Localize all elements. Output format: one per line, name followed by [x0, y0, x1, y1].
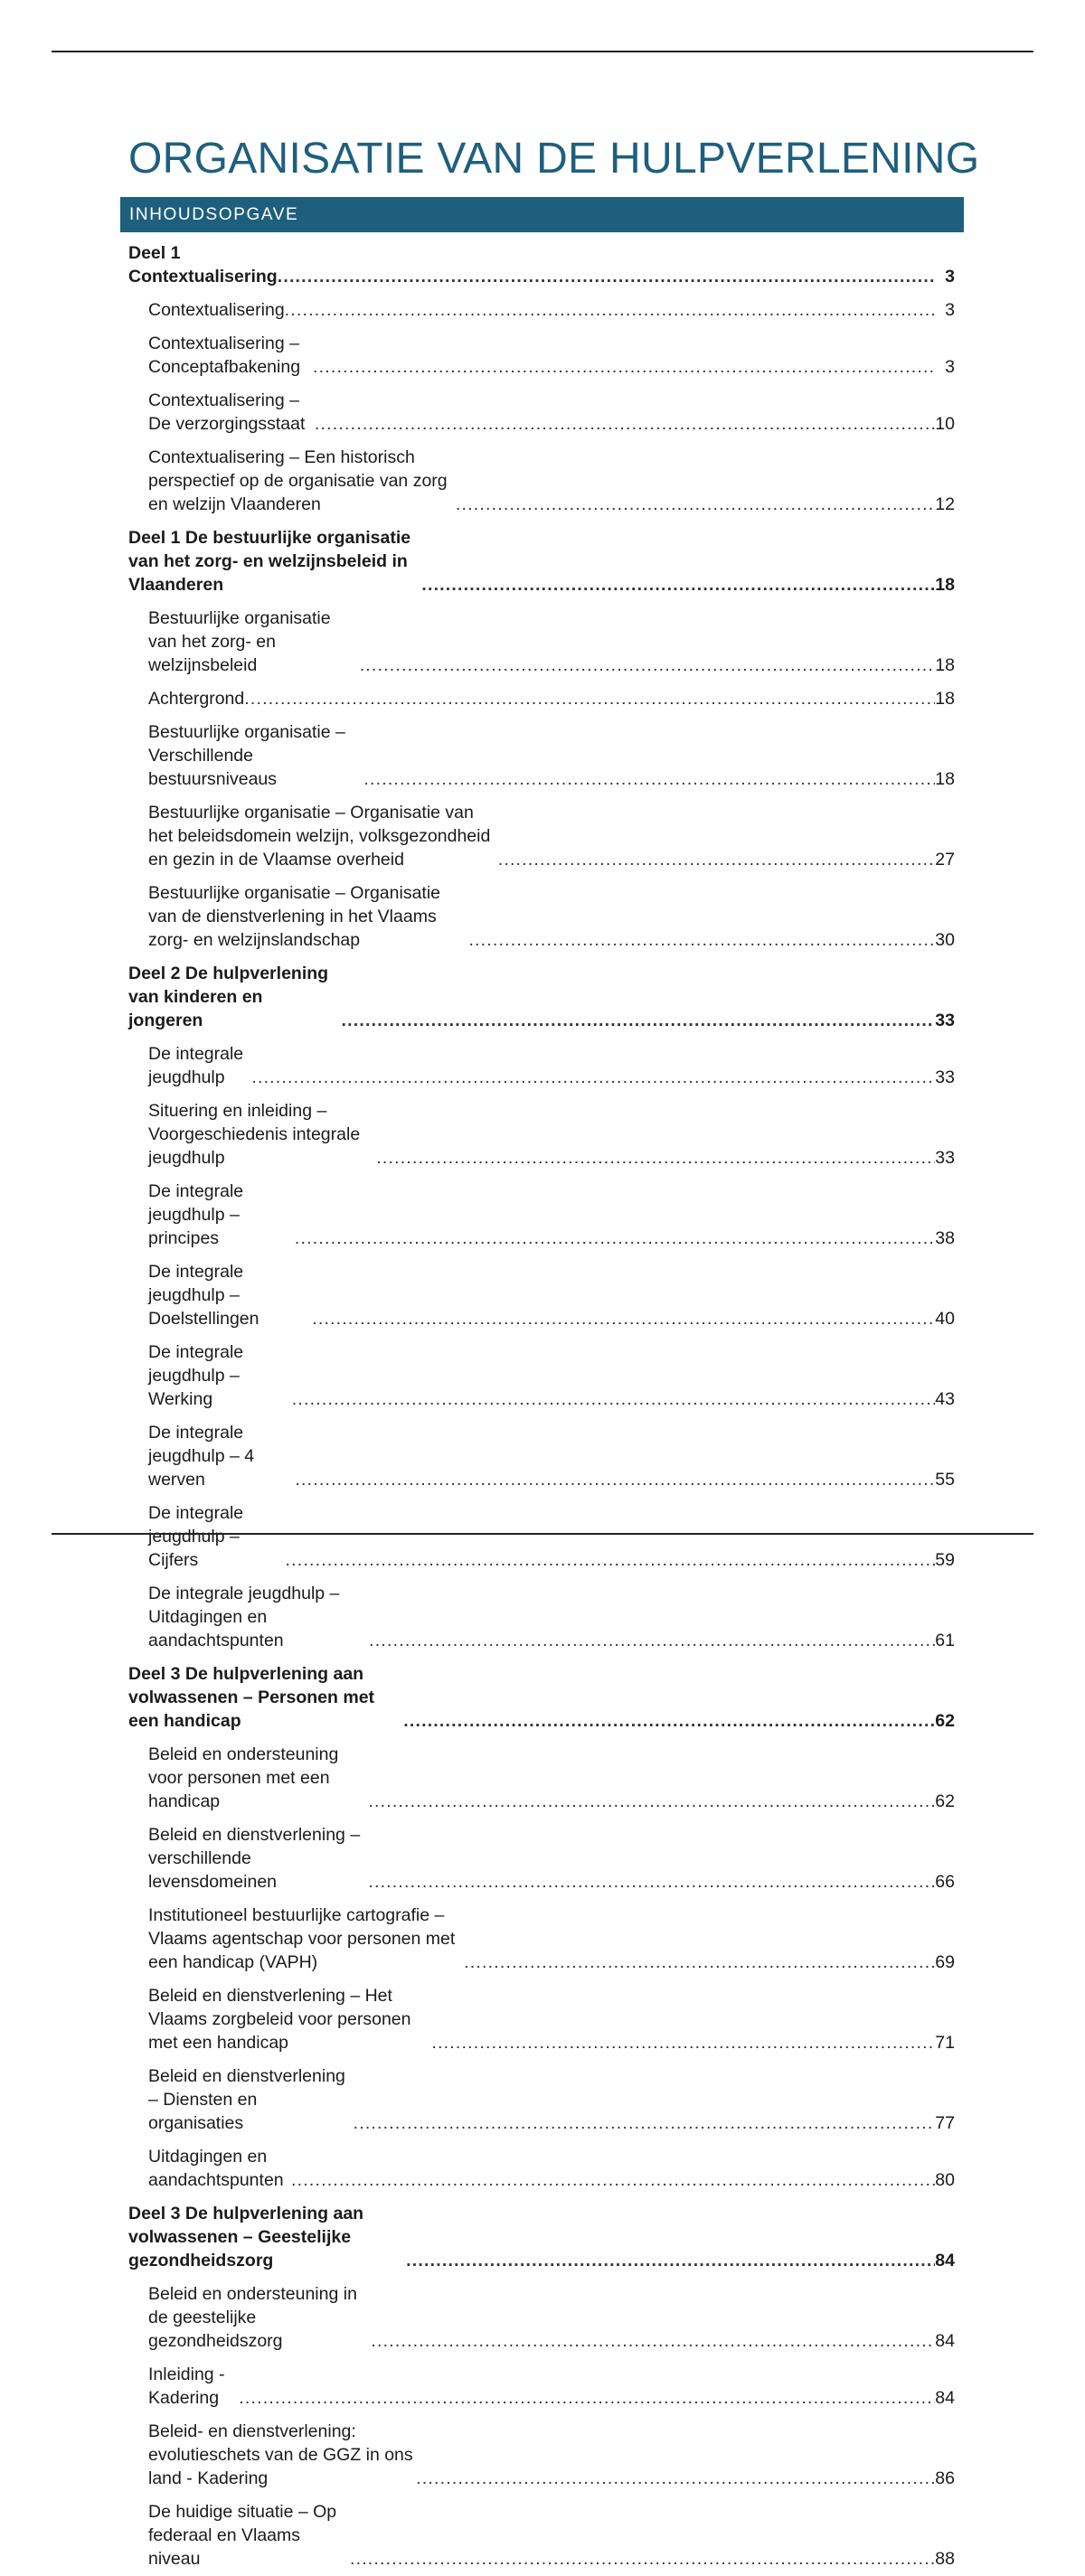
toc-page-number: 33 — [935, 1011, 955, 1030]
toc-entry-title: Contextualisering – Een historisch perspectief op de organisatie van zorg en welzijn Vlaanderen — [148, 447, 448, 514]
toc-page-number: 18 — [935, 769, 955, 789]
toc-subsection-entry[interactable] — [128, 1038, 955, 1095]
dot-leader — [251, 1066, 935, 1089]
toc-subsection-entry[interactable] — [128, 384, 955, 441]
toc-page-number: 30 — [935, 930, 955, 950]
toc-subsection-entry[interactable] — [128, 1577, 955, 1658]
dot-leader — [342, 1009, 936, 1032]
toc-page-number: 3 — [945, 300, 955, 320]
toc-section-entry[interactable] — [128, 237, 955, 294]
toc-page-number: 62 — [935, 1711, 955, 1731]
toc-subsection-entry[interactable] — [128, 294, 955, 327]
toc-subsection-entry[interactable] — [128, 796, 955, 877]
toc-subsection-entry[interactable] — [128, 602, 955, 682]
toc-page-number: 18 — [935, 655, 955, 675]
toc-subsection-entry[interactable] — [128, 2140, 955, 2197]
toc-page-number: 12 — [935, 494, 955, 514]
toc-entry-title: Beleid en dienstverlening – Het Vlaams zorgbeleid voor personen met een handicap — [148, 1986, 411, 2053]
toc-heading-banner — [120, 197, 964, 232]
toc-subsection-entry[interactable] — [128, 2060, 955, 2140]
toc-heading: INHOUDSOPGAVE — [129, 205, 299, 224]
dot-leader — [498, 848, 936, 871]
toc-page-number: 84 — [935, 2388, 955, 2408]
dot-leader — [376, 1146, 935, 1170]
toc-subsection-entry[interactable] — [128, 1738, 955, 1819]
toc-page-number: 59 — [935, 1550, 955, 1570]
toc-page-number: 62 — [935, 1791, 955, 1811]
dot-leader — [313, 355, 937, 379]
dot-leader — [278, 265, 937, 288]
toc-entry-title: Deel 3 De hulpverlening aan volwassenen – Geestelijke gezondheidszorg — [128, 2204, 364, 2270]
toc-subsection-entry[interactable] — [128, 1819, 955, 1899]
toc-subsection-entry[interactable] — [128, 2358, 955, 2415]
dot-leader — [292, 1387, 936, 1411]
dot-leader — [239, 2386, 935, 2410]
toc-entry-title: De integrale jeugdhulp – principes — [148, 1181, 244, 1248]
toc-page-number: 18 — [935, 689, 955, 709]
toc-section-entry[interactable] — [128, 957, 955, 1038]
toc-section-entry[interactable] — [128, 1658, 955, 1738]
toc-entry-title: Contextualisering – Conceptafbakening — [148, 334, 301, 377]
dot-leader — [456, 493, 935, 516]
toc-entry-title: De integrale jeugdhulp – Uitdagingen en aandachtspunten — [148, 1584, 340, 1650]
dot-leader — [363, 767, 935, 791]
dot-leader — [244, 687, 935, 710]
dot-leader — [431, 2031, 935, 2054]
toc-subsection-entry[interactable] — [128, 1255, 955, 1336]
toc-entry-title: Deel 3 De hulpverlening aan volwassenen – Personen met een handicap — [128, 1664, 375, 1731]
footer-rule — [52, 1533, 1033, 1535]
header-rule — [52, 51, 1033, 52]
dot-leader — [403, 1709, 935, 1733]
toc-entry-title: Inleiding - Kadering — [148, 2364, 225, 2408]
toc-page-number: 33 — [935, 1067, 955, 1087]
document-title: ORGANISATIE VAN DE HULPVERLENING — [128, 135, 980, 183]
toc-entry-title: Contextualisering — [148, 300, 285, 320]
toc-entry-title: Uitdagingen en aandachtspunten — [148, 2147, 284, 2190]
toc-page-number: 27 — [935, 850, 955, 870]
toc-entry-title: Institutioneel bestuurlijke cartografie – Vlaams agentschap voor personen met een handicap (VAPH) — [148, 1905, 456, 1972]
dot-leader — [369, 1629, 935, 1652]
dot-leader — [464, 1951, 935, 1974]
toc-subsection-entry[interactable] — [128, 2415, 955, 2496]
toc-entry-title: Beleid- en dienstverlening: evolutieschets van de GGZ in ons land - Kadering — [148, 2421, 413, 2488]
toc-page-number: 55 — [935, 1470, 955, 1490]
toc-page-number: 10 — [935, 414, 955, 434]
toc-subsection-entry[interactable] — [128, 1497, 955, 1577]
toc-subsection-entry[interactable] — [128, 327, 955, 384]
toc-entry-title: De integrale jeugdhulp – Doelstellingen — [148, 1262, 259, 1329]
toc-page-number: 88 — [935, 2549, 955, 2569]
toc-subsection-entry[interactable] — [128, 1979, 955, 2060]
toc-page-number: 40 — [935, 1309, 955, 1329]
toc-subsection-entry[interactable] — [128, 1899, 955, 1979]
dot-leader — [371, 2329, 935, 2353]
toc-entry-title: Situering en inleiding – Voorgeschiedenis integrale jeugdhulp — [148, 1101, 361, 1168]
toc-subsection-entry[interactable] — [128, 2496, 955, 2576]
dot-leader — [291, 2168, 935, 2192]
dot-leader — [468, 928, 935, 952]
toc-entry-title: Bestuurlijke organisatie – Organisatie van het beleidsdomein welzijn, volksgezondheid en gezin in de Vlaamse overheid — [148, 803, 491, 870]
toc-entry-title: Deel 1 De bestuurlijke organisatie van het zorg- en welzijnsbeleid in Vlaanderen — [128, 528, 411, 595]
toc-page-number: 3 — [945, 357, 955, 377]
toc-page-number: 84 — [935, 2331, 955, 2351]
toc-subsection-entry[interactable] — [128, 1336, 955, 1416]
toc-entry-title: Deel 2 De hulpverlening van kinderen en jongeren — [128, 964, 329, 1030]
toc-entry-title: Bestuurlijke organisatie van het zorg- en welzijnsbeleid — [148, 608, 331, 675]
toc-page-number: 33 — [935, 1148, 955, 1168]
dot-leader — [368, 1790, 935, 1813]
dot-leader — [360, 653, 936, 677]
dot-leader — [286, 1548, 936, 1572]
toc-page-number: 18 — [935, 575, 955, 595]
toc-entry-title: De huidige situatie – Op federaal en Vlaams niveau — [148, 2502, 337, 2569]
toc-entry-title: Bestuurlijke organisatie – Organisatie van de dienstverlening in het Vlaams zorg- en welzijnslandschap — [148, 883, 441, 950]
toc-page-number: 43 — [935, 1389, 955, 1409]
table-of-contents — [128, 237, 955, 2576]
dot-leader — [295, 1468, 935, 1491]
toc-entry-title: Contextualisering – De verzorgingsstaat — [148, 390, 306, 434]
toc-section-entry[interactable] — [128, 522, 955, 602]
dot-leader — [315, 412, 935, 436]
dot-leader — [295, 1227, 935, 1250]
dot-leader — [285, 298, 937, 322]
toc-page-number: 77 — [935, 2113, 955, 2133]
toc-subsection-entry[interactable] — [128, 877, 955, 957]
toc-subsection-entry[interactable] — [128, 682, 955, 716]
toc-page-number: 3 — [945, 267, 955, 287]
toc-entry-title: Beleid en dienstverlening – verschillende levensdomeinen — [148, 1825, 361, 1892]
dot-leader — [368, 1870, 935, 1894]
toc-page-number: 71 — [935, 2033, 955, 2053]
toc-entry-title: De integrale jeugdhulp – Werking — [148, 1342, 244, 1409]
toc-subsection-entry[interactable] — [128, 1175, 955, 1255]
toc-entry-title: Beleid en dienstverlening – Diensten en organisaties — [148, 2066, 345, 2133]
toc-page-number: 80 — [935, 2170, 955, 2190]
toc-subsection-entry[interactable] — [128, 1416, 955, 1497]
toc-entry-title: Achtergrond — [148, 689, 245, 709]
toc-page-number: 38 — [935, 1228, 955, 1248]
toc-page-number: 84 — [935, 2251, 955, 2270]
dot-leader — [354, 2111, 936, 2135]
toc-page-number: 69 — [935, 1952, 955, 1972]
toc-entry-title: Bestuurlijke organisatie – Verschillende bestuursniveaus — [148, 722, 345, 789]
toc-entry-title: Deel 1 Contextualisering — [128, 243, 278, 287]
toc-subsection-entry[interactable] — [128, 2278, 955, 2358]
toc-section-entry[interactable] — [128, 2197, 955, 2278]
toc-page-number: 66 — [935, 1872, 955, 1892]
toc-subsection-entry[interactable] — [128, 441, 955, 522]
dot-leader — [350, 2547, 935, 2571]
dot-leader — [312, 1307, 935, 1330]
toc-entry-title: De integrale jeugdhulp – 4 werven — [148, 1423, 255, 1490]
toc-subsection-entry[interactable] — [128, 1095, 955, 1175]
dot-leader — [416, 2467, 935, 2490]
toc-entry-title: De integrale jeugdhulp – Cijfers — [148, 1503, 244, 1570]
toc-entry-title: Beleid en ondersteuning in de geestelijke gezondheidszorg — [148, 2284, 357, 2351]
toc-page-number: 61 — [935, 1631, 955, 1650]
toc-entry-title: Beleid en ondersteuning voor personen met een handicap — [148, 1744, 339, 1811]
dot-leader — [421, 573, 935, 597]
toc-page-number: 86 — [935, 2468, 955, 2488]
dot-leader — [406, 2249, 935, 2272]
toc-entry-title: De integrale jeugdhulp — [148, 1044, 244, 1087]
toc-subsection-entry[interactable] — [128, 716, 955, 796]
